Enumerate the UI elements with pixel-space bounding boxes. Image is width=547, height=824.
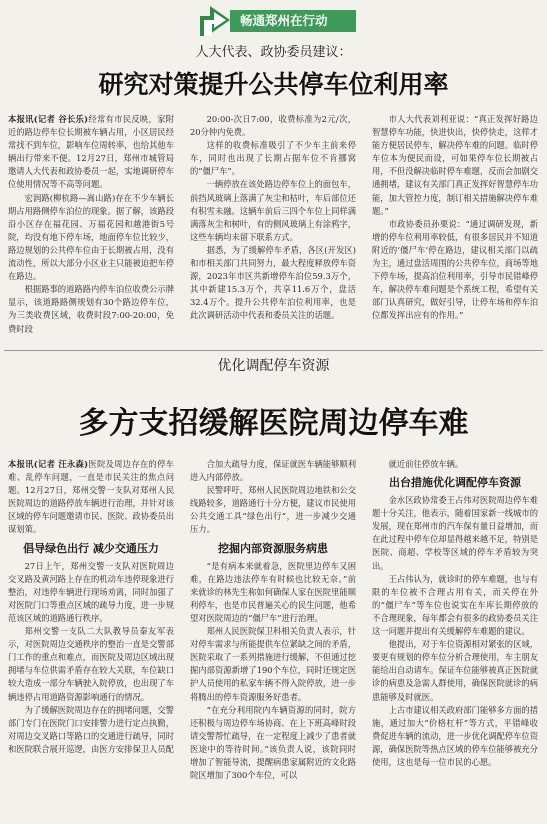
paragraph [372,458,538,471]
article1-column-2 [190,113,356,343]
paragraph [190,113,356,139]
paragraph-text: 市政协委员孙栗说：“通过调研发现，新增的停车位利用率较低，有很多居民并不知道附近的‘僵尸车’停在路边，建议相关部门以疏为主，通过盘活周围的公共停车位，商场等地下停车场，提高泊位利用率，引导市民错峰停车，解决停车难问题是个系统工程，希望有关部门认真研究，做好引导，让停车场和停车泊位都发挥出应有的作用。” [372,218,538,321]
subheading: 出台措施优化调配停车资源 [389,476,521,490]
paragraph [190,560,356,625]
paragraph [190,484,356,536]
section-divider [4,350,543,351]
paragraph [372,573,538,638]
byline: 本报讯(记者 汪永森) [8,459,89,469]
paragraph-text: 合加大疏导力度，保证就医车辆能够顺利进入内部停放。 [190,459,356,483]
article1-column-3 [372,113,538,343]
paragraph-text: 市人大代表刘利亚说：“真正发挥好路边智慧停车功能，快进快出，快停快走，这样才能方便居民停车，解决停车难的问题。临时停车位本为便民而设，可如果停车位长期被占用，不但没解决临时停车难题，反而会加剧交通拥堵，建议有关部门真正发挥好智慧停车功能，加大管控力度，制订相关措施解决停车难题。” [372,114,538,216]
byline: 本报讯(记者 谷长乐) [8,114,89,124]
paragraph [372,494,538,573]
paragraph [190,139,356,178]
paragraph [8,560,174,625]
paragraph-text: 郑州人民医院保卫科相关负责人表示，针对停车需求与所能提供车位紧缺之间的矛盾，医院采取了一系列措施进行缓解，不但通过挖掘内部资源新增了190个车位，同时还规定医护人员使用的私家车辆不得入院停放，进一步将腾出的停车资源服务好患者。 [190,626,356,702]
paragraph-text: 根据路事的道路路内停车泊位收费公示牌显示，该道路路侧规划有30个路边停车位，为三类收费区域，收费时段7:00-20:00，免费时段 [8,284,174,334]
paragraph-text: 27日上午，郑州交警一支队对医院周边交叉路及黄河路上存在的机动车违停现象进行整治，对违停车辆进行现场劝离，同时加强了对医院门口等重点区域的疏导力度，进一步规范该区域的道路通行秩序。 [8,560,174,623]
paragraph-text: 民警呼吁，郑州人民医院周边地铁和公交线路较多，道路通行十分方便，建议市民使用公共交通工具“绿色出行”，进一步减少交通压力。 [190,485,356,535]
paragraph-text: 20:00-次日7:00，收费标准为2元/次，20分钟内免费。 [190,114,356,138]
paragraph-text: 据悉，为了缓解停车矛盾，各区(开发区)和市相关部门共同努力，最大程度释放停车资源，2023年市区共新增停车泊位59.3万个，其中新建15.3万个，共享11.6万个，盘活32.4万个。提升公共停车泊位利用率，也是此次调研活动中代表和委员关注的话题。 [190,244,356,321]
article2-headline: 多方支招缓解医院周边停车难 [78,406,469,441]
article2-column-1 [8,458,174,820]
paragraph-text: “在充分利用院内车辆资源的同时，院方还积极与周边停车场协商、在上下班高峰时段请交警帮忙疏导，在一定程度上减少了患者就医途中的等待时间。”该负责人说，该院同时增加了智能导流，提醒病患家属附近的文化路院区增加了300个车位，可以 [190,704,356,781]
paragraph [190,244,356,323]
paragraph [190,458,356,484]
subheading: 倡导绿色出行 减少交通压力 [23,541,159,555]
article1-headline: 研究对策提升公共停车位利用率 [98,70,449,99]
paragraph [8,283,174,335]
paragraph [8,625,174,704]
article2-kicker: 优化调配停车资源 [217,358,330,374]
paragraph [8,192,174,284]
paragraph [372,113,538,218]
paragraph [372,704,538,769]
paragraph [190,625,356,704]
paragraph [372,218,538,323]
subheading: 挖掘内部资源服务病患 [218,541,328,555]
section-label: 畅通郑州在行动 [230,10,356,32]
paragraph [190,704,356,783]
paragraph-text: 一辆停放在该处路边停车位上的面包车，前挡风玻璃上落满了灰尘和枯叶，车后部位还有积雪未融。这辆车前后三四个车位上同样满满落灰尘和树叶，有的侧风玻璃上有涂鸦字，这些车辆均未留下联系方式。 [190,179,356,242]
paragraph-text: 为了缓解医院周边存在的拥堵问题，交警部门专门在医院门口安排警力进行定点执勤，对周边交叉路口等路口的交通进行疏导，同时和医院联合展开巡逻，由医方安排保卫人员配 [8,704,174,754]
paragraph-text: 金水区政协常委王占伟对医院周边停车难题十分关注，他表示，随着国家新一线城市的发展，现在郑州市的汽车保有量日益增加，而在此过程中停车位却显得越来越不足，特别是医院、商超、学校等区域的停车矛盾较为突出。 [372,495,538,571]
paragraph-text: 郑州交警一支队二大队教导员秦友军表示，对医院周边交通秩序的整治一直是交警部门工作的重点和难点，而医院及周边区域出现拥堵与车位供需矛盾存在较大关联，车位缺口较大造成一部分车辆驶入院停放，也出现了车辆违停占用道路资源影响通行的情况。 [8,626,174,702]
paragraph [372,638,538,703]
paragraph-text: “是有病本来就着急，医院里边停车又困难，在路边违法停车有时候也比较无奈。”前来就诊的林先生称如何确保人家在医院里能顺利停车，也是市民普遍关心的民生问题，他希望对医院周边的“僵尸车”进行治理。 [190,560,356,623]
paragraph [8,458,174,537]
paragraph-text: 医院及周边存在的停车难、乱停车问题，一直是市民关注的焦点问题。12月27日，郑州交警一支队对郑州人民医院周边的道路停放车辆进行治理，并针对该区域的停车问题邀请市民、医院、政协委员出谋划策。 [8,459,174,535]
article1-column-1 [8,113,174,343]
paragraph [8,704,174,756]
paragraph-text: 王占伟认为，就诊时的停车难题，也与有限的车位被不合理占用有关，而关停在外的“僵尸车”等车位也说实在车库长期停放的不合理现象，每年都会有很多的政协委员关注这一问题并提出有关缓解停车难题的建议。 [372,573,538,637]
paragraph-text: 这样的收费标准吸引了不少车主前来停车，同时也出现了长期占据车位不肯挪窝的“僵尸车”。 [190,140,356,177]
paragraph [190,178,356,243]
article1-kicker: 人大代表、政协委员建议： [195,45,352,60]
paragraph-text: 宏润路(柳杭路—嵩山路)存在不少车辆长期占用路侧停车泊位的现象。据了解，该路段沿小区存在福花园、万福花园和越港街5号院，均没有地下停车场，地面停车位比较少，路边规划的公共停车位由于长期被占用，没有流动性，所以大部分小区业主只能被迫把车停在路边。 [8,192,174,282]
paragraph-text: 他提出，对于车位资源相对紧张的区域，要更有规划的停车位分析合理使用，车主朋友能给出自动请车。保证车位能够被真正医院就诊的病患及急需人群使用，确保医院就诊的病患能够及时就医。 [372,639,538,702]
paragraph [8,113,174,192]
paragraph-text: 上古市建议相关政府部门能够多方面的措施，通过加大“价格杠杆”等方式，平错峰收费促进车辆的流动，进一步优化调配停车位资源，确保医院等热点区域的停车位能够被充分使用，这也是每一位市民的心愿。 [372,704,538,767]
article2-column-3 [372,458,538,820]
paragraph-text: 就近前往停放车辆。 [388,459,464,469]
section-banner [196,0,366,40]
article2-column-2 [190,458,356,820]
paragraph-text: 经常有市民反映，家附近的路边停车位长期被车辆占用，小区居民经常找不到车位，影响车位周转率，也给其他车辆出行带来不便。12月27日，郑州市城管局邀请人大代表和政协委员一起，实地调研停车位使用情况等不高等问题。 [8,114,174,190]
